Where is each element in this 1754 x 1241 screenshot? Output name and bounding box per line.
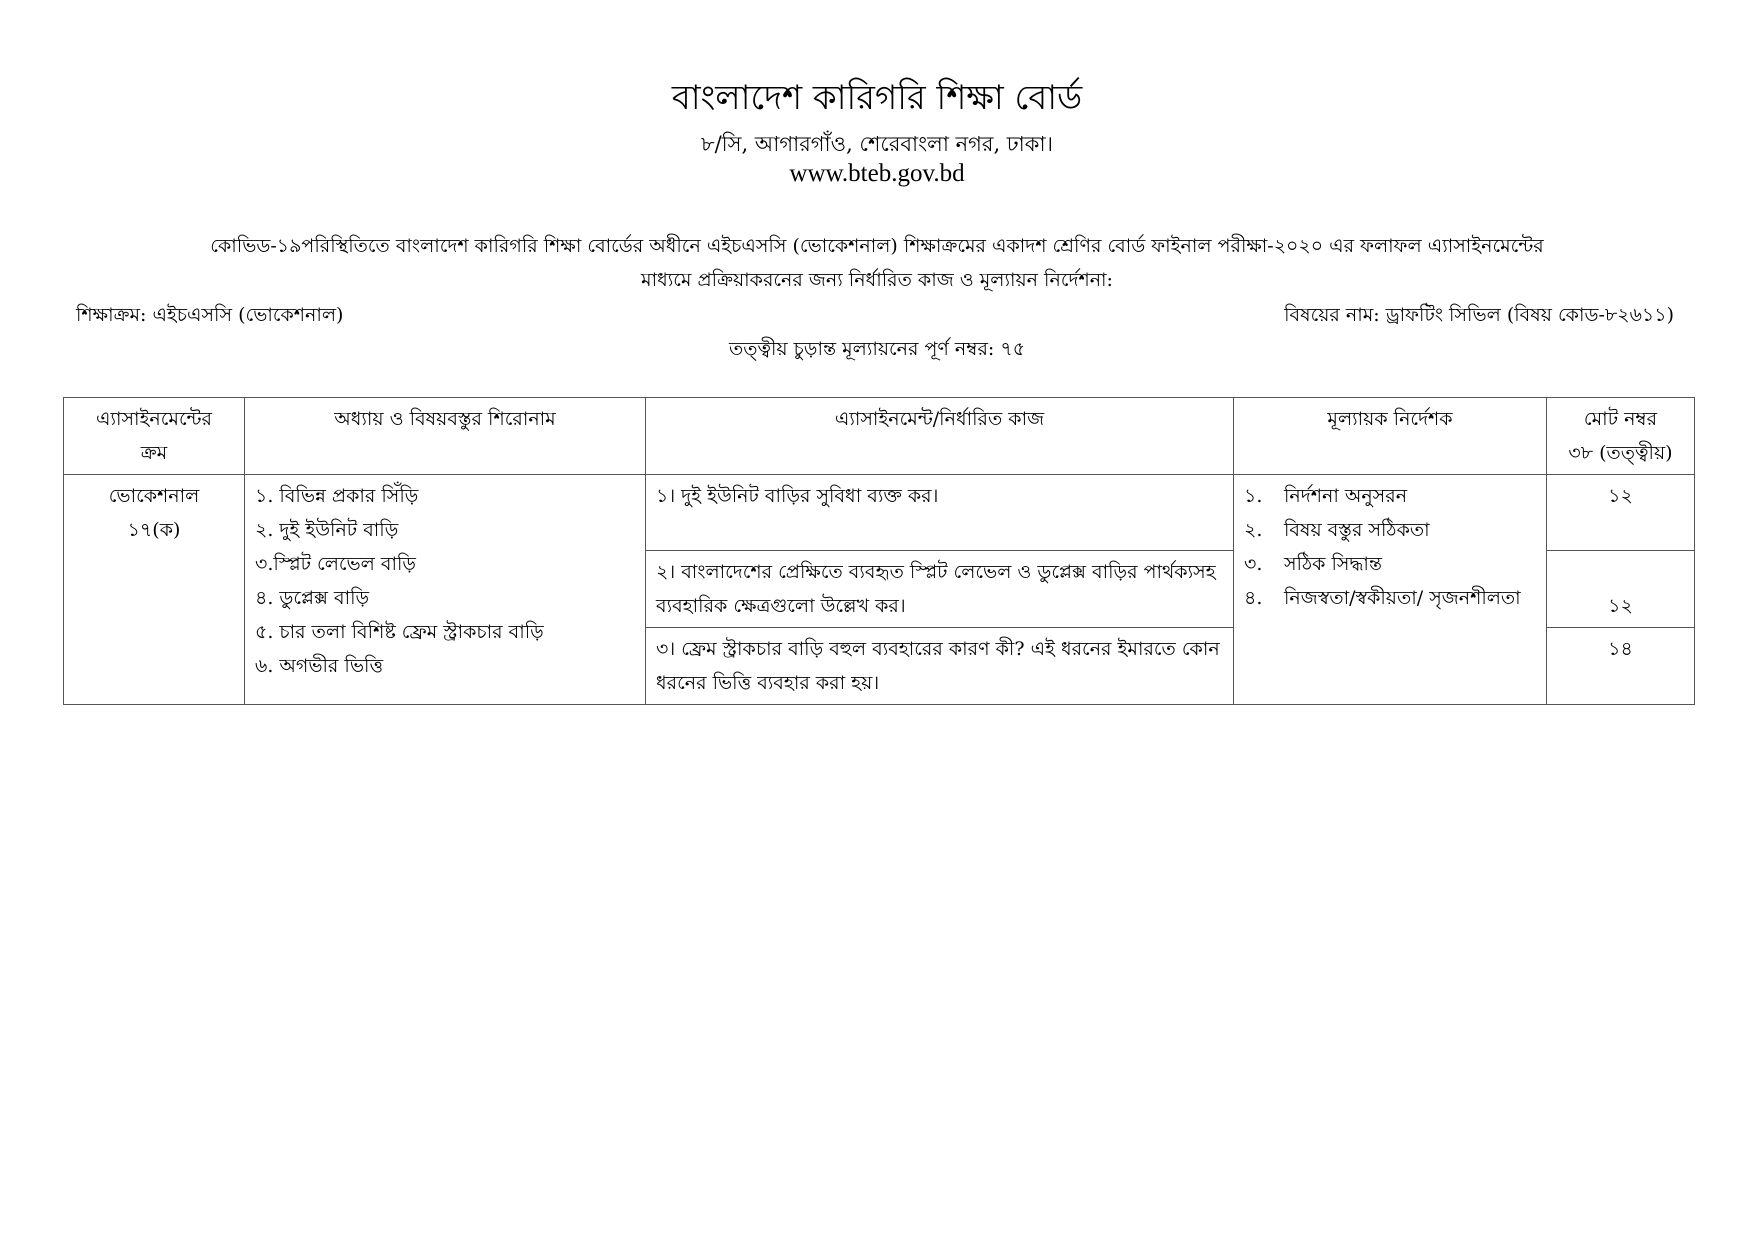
- chapter-item: ৫. চার তলা বিশিষ্ট ফ্রেম স্ট্রাকচার বাড়ি: [255, 621, 544, 643]
- table-row: [64, 475, 1695, 551]
- criteria-item: [1244, 479, 1536, 513]
- criteria-item: [1244, 547, 1536, 581]
- criteria-cell: [1234, 475, 1547, 705]
- chapter-item: ৪. ডুপ্লেক্স বাড়ি: [255, 587, 370, 609]
- header-serial-line1: এ্যাসাইনমেন্টের: [96, 408, 212, 430]
- task-cell: ২। বাংলাদেশের প্রেক্ষিতে ব্যবহৃত স্প্লিট লেভেল ও ডুপ্লেক্স বাড়ির পার্থক্যসহ ব্যবহারিক ক্ষেত্রগুলো উল্লেখ কর।: [646, 551, 1234, 628]
- subject-label: বিষয়ের নাম: ড্রাফটিং সিভিল (বিষয় কোড-৮২৬১১): [1284, 304, 1674, 326]
- curriculum-label: শিক্ষাক্রম: এইচএসসি (ভোকেশনাল): [76, 304, 344, 326]
- criteria-text: বিষয় বস্তুর সঠিকতা: [1284, 519, 1430, 541]
- chapter-item: ২. দুই ইউনিট বাড়ি: [255, 519, 399, 541]
- board-address: ৮/সি, আগারগাঁও, শেরেবাংলা নগর, ঢাকা।: [700, 132, 1054, 156]
- marks-cell: ১২: [1547, 475, 1695, 551]
- criteria-num: ২.: [1244, 519, 1263, 541]
- criteria-num: ১.: [1244, 485, 1263, 507]
- full-marks-label: তত্ত্বীয় চুড়ান্ত মূল্যায়নের পূর্ণ নম্বর: ৭৫: [728, 338, 1026, 360]
- chapters-cell: [245, 475, 646, 705]
- header-criteria: মূল্যায়ক নির্দেশক: [1234, 398, 1547, 475]
- criteria-item: [1244, 581, 1536, 615]
- serial-cell: [64, 475, 245, 705]
- chapter-item: ৬. অগভীর ভিত্তি: [255, 655, 384, 677]
- header-serial-line2: ক্রম: [140, 442, 168, 464]
- criteria-text: সঠিক সিদ্ধান্ত: [1284, 553, 1383, 575]
- intro-line-2: মাধ্যমে প্রক্রিয়াকরনের জন্য নির্ধারিত কাজ ও মূল্যায়ন নির্দেশনা:: [641, 269, 1113, 291]
- chapter-item: ১. বিভিন্ন প্রকার সিঁড়ি: [255, 485, 419, 507]
- serial-line2: ১৭(ক): [127, 519, 181, 541]
- header-serial: [64, 398, 245, 475]
- task-cell: ৩। ফ্রেম স্ট্রাকচার বাড়ি বহুল ব্যবহারের কারণ কী? এই ধরনের ইমারতে কোন ধরনের ভিত্তি ব্যবহার করা হয়।: [646, 628, 1234, 705]
- header-marks: [1547, 398, 1695, 475]
- assignment-table: [63, 397, 1695, 705]
- criteria-text: নিজস্বতা/স্বকীয়তা/ সৃজনশীলতা: [1284, 587, 1521, 609]
- intro-line-1: কোভিড-১৯পরিস্থিতিতে বাংলাদেশ কারিগরি শিক্ষা বোর্ডের অধীনে এইচএসসি (ভোকেশনাল) শিক্ষাক্রমের একাদশ শ্রেণির বোর্ড ফাইনাল পরীক্ষা-২০২০ এর ফলাফল এ্যাসাইনমেন্টের: [210, 235, 1544, 257]
- criteria-text: নির্দশনা অনুসরন: [1284, 485, 1408, 507]
- header-marks-line2: ৩৮ (তত্ত্বীয়): [1568, 442, 1673, 464]
- table-header-row: [64, 398, 1695, 475]
- header-chapters: অধ্যায় ও বিষয়বস্তুর শিরোনাম: [245, 398, 646, 475]
- marks-cell: ১৪: [1547, 628, 1695, 705]
- marks-cell: ১২: [1547, 551, 1695, 628]
- task-cell: ১। দুই ইউনিট বাড়ির সুবিধা ব্যক্ত কর।: [646, 475, 1234, 551]
- header-marks-line1: মোট নম্বর: [1583, 408, 1658, 430]
- chapter-item: ৩.স্প্লিট লেভেল বাড়ি: [255, 553, 416, 575]
- serial-line1: ভোকেশনাল: [108, 485, 200, 507]
- criteria-num: ৪.: [1244, 587, 1263, 609]
- criteria-num: ৩.: [1244, 553, 1263, 575]
- criteria-item: [1244, 513, 1536, 547]
- board-website: www.bteb.gov.bd: [789, 160, 965, 187]
- page-title: বাংলাদেশ কারিগরি শিক্ষা বোর্ড: [671, 78, 1083, 118]
- header-tasks: এ্যাসাইনমেন্ট/নির্ধারিত কাজ: [646, 398, 1234, 475]
